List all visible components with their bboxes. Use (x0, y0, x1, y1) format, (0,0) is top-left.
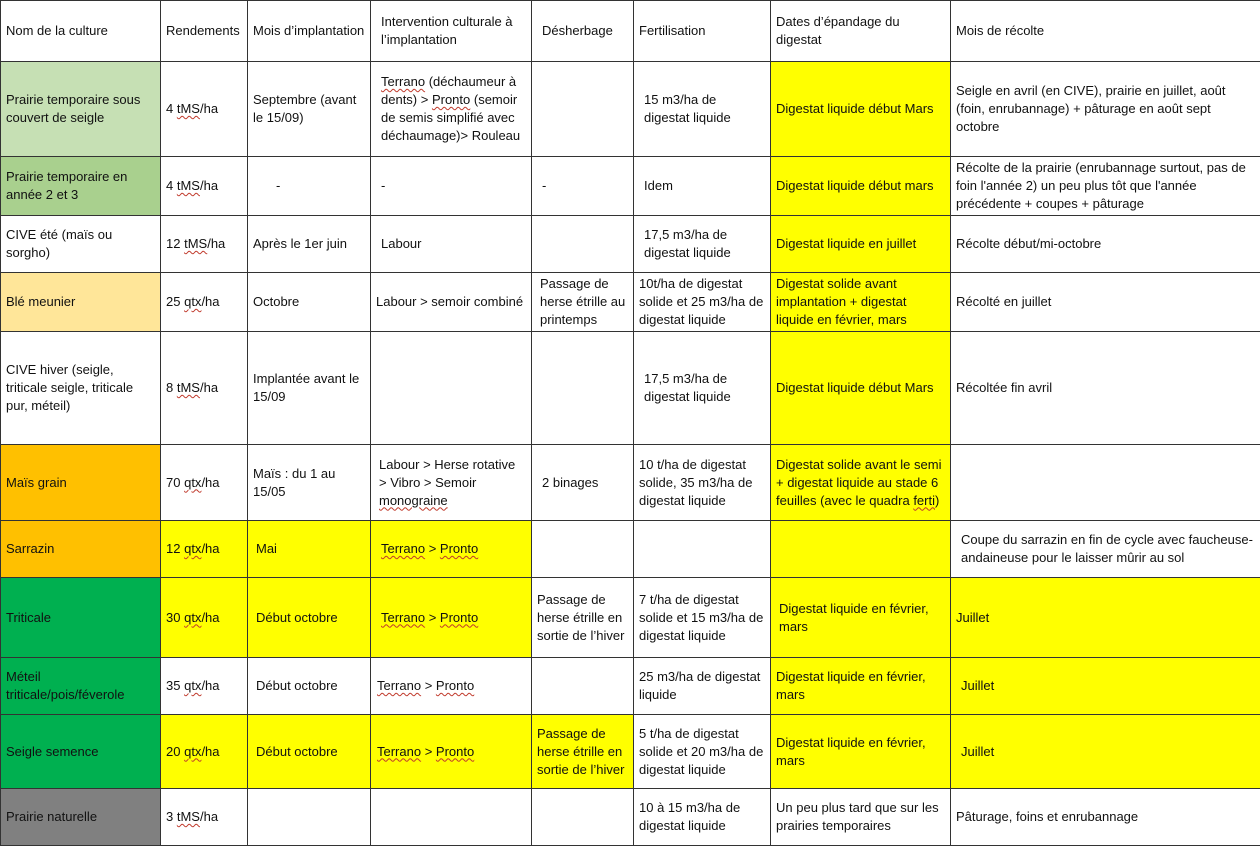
mois-cell: Maïs : du 1 au 15/05 (248, 445, 371, 521)
desherbage-cell (532, 658, 634, 715)
table-row (1, 445, 1260, 521)
culture-cell: Sarrazin (1, 521, 161, 578)
fertilisation-cell: 17,5 m3/ha de digestat liquide (634, 332, 771, 445)
intervention-cell: Terrano > Pronto (371, 715, 532, 789)
culture-cell: Méteil triticale/pois/féverole (1, 658, 161, 715)
intervention-cell (371, 332, 532, 445)
epandage-cell: Digestat liquide début Mars (771, 332, 951, 445)
mois-cell: Début octobre (248, 578, 371, 658)
desherbage-cell (532, 62, 634, 157)
header-mois: Mois d’implantation (248, 1, 371, 62)
intervention-cell (371, 789, 532, 846)
culture-cell: Seigle semence (1, 715, 161, 789)
intervention-cell: Labour (371, 216, 532, 273)
recolte-cell (951, 445, 1260, 521)
table-row (1, 578, 1260, 658)
table-row (1, 658, 1260, 715)
mois-cell: Début octobre (248, 658, 371, 715)
desherbage-cell: Passage de herse étrille en sortie de l’hiver (532, 715, 634, 789)
desherbage-cell: - (532, 157, 634, 216)
epandage-cell: Digestat liquide début mars (771, 157, 951, 216)
epandage-cell: Digestat liquide en février, mars (771, 578, 951, 658)
header-epandage: Dates d’épandage du digestat (771, 1, 951, 62)
desherbage-cell (532, 521, 634, 578)
header-desherbage: Désherbage (532, 1, 634, 62)
epandage-cell: Digestat solide avant le semi + digestat liquide au stade 6 feuilles (avec le quadra ferti) (771, 445, 951, 521)
header-rendements: Rendements (161, 1, 248, 62)
fertilisation-cell: 5 t/ha de digestat solide et 20 m3/ha de digestat liquide (634, 715, 771, 789)
rendement-cell: 12 tMS/ha (161, 216, 248, 273)
rendement-cell: 70 qtx/ha (161, 445, 248, 521)
culture-cell: Prairie temporaire en année 2 et 3 (1, 157, 161, 216)
intervention-cell: Terrano (déchaumeur à dents) > Pronto (semoir de semis simplifié avec déchaumage)> Rouleau (371, 62, 532, 157)
epandage-cell: Digestat liquide début Mars (771, 62, 951, 157)
mois-cell: Mai (248, 521, 371, 578)
intervention-cell: Terrano > Pronto (371, 521, 532, 578)
epandage-cell: Un peu plus tard que sur les prairies temporaires (771, 789, 951, 846)
mois-cell: Implantée avant le 15/09 (248, 332, 371, 445)
recolte-cell: Seigle en avril (en CIVE), prairie en juillet, août (foin, enrubannage) + pâturage en août sept octobre (951, 62, 1260, 157)
culture-cell: Maïs grain (1, 445, 161, 521)
header-culture: Nom de la culture (1, 1, 161, 62)
fertilisation-cell: 10 t/ha de digestat solide, 35 m3/ha de digestat liquide (634, 445, 771, 521)
desherbage-cell (532, 216, 634, 273)
recolte-cell: Pâturage, foins et enrubannage (951, 789, 1260, 846)
table-row (1, 157, 1260, 216)
mois-cell: Après le 1er juin (248, 216, 371, 273)
rendement-cell: 30 qtx/ha (161, 578, 248, 658)
fertilisation-cell: Idem (634, 157, 771, 216)
table-row (1, 216, 1260, 273)
fertilisation-cell: 10 à 15 m3/ha de digestat liquide (634, 789, 771, 846)
mois-cell: - (248, 157, 371, 216)
table-row (1, 62, 1260, 157)
desherbage-cell (532, 332, 634, 445)
intervention-cell: Terrano > Pronto (371, 658, 532, 715)
culture-cell: Prairie temporaire sous couvert de seigle (1, 62, 161, 157)
epandage-cell: Digestat liquide en février, mars (771, 658, 951, 715)
rendement-cell: 12 qtx/ha (161, 521, 248, 578)
fertilisation-cell: 15 m3/ha de digestat liquide (634, 62, 771, 157)
rendement-cell: 4 tMS/ha (161, 157, 248, 216)
recolte-cell: Juillet (951, 715, 1260, 789)
intervention-cell: Labour > semoir combiné (371, 273, 532, 332)
rendement-cell: 4 tMS/ha (161, 62, 248, 157)
table-row (1, 789, 1260, 846)
header-recolte: Mois de récolte (951, 1, 1260, 62)
table-row (1, 521, 1260, 578)
recolte-cell: Récolte de la prairie (enrubannage surtout, pas de foin l'année 2) un peu plus tôt que l'année précédente + coupes + pâturage (951, 157, 1260, 216)
intervention-cell: Labour > Herse rotative > Vibro > Semoir monograine (371, 445, 532, 521)
desherbage-cell: 2 binages (532, 445, 634, 521)
fertilisation-cell: 7 t/ha de digestat solide et 15 m3/ha de digestat liquide (634, 578, 771, 658)
recolte-cell: Récolte début/mi-octobre (951, 216, 1260, 273)
fertilisation-cell (634, 521, 771, 578)
table-row (1, 273, 1260, 332)
intervention-cell: Terrano > Pronto (371, 578, 532, 658)
desherbage-cell (532, 789, 634, 846)
epandage-cell (771, 521, 951, 578)
rendement-cell: 20 qtx/ha (161, 715, 248, 789)
mois-cell (248, 789, 371, 846)
epandage-cell: Digestat liquide en février, mars (771, 715, 951, 789)
fertilisation-cell: 25 m3/ha de digestat liquide (634, 658, 771, 715)
intervention-cell: - (371, 157, 532, 216)
desherbage-cell: Passage de herse étrille en sortie de l’hiver (532, 578, 634, 658)
fertilisation-cell: 17,5 m3/ha de digestat liquide (634, 216, 771, 273)
mois-cell: Septembre (avant le 15/09) (248, 62, 371, 157)
culture-cell: Prairie naturelle (1, 789, 161, 846)
table-row (1, 715, 1260, 789)
fertilisation-cell: 10t/ha de digestat solide et 25 m3/ha de digestat liquide (634, 273, 771, 332)
header-fertilisation: Fertilisation (634, 1, 771, 62)
culture-cell: CIVE été (maïs ou sorgho) (1, 216, 161, 273)
rendement-cell: 35 qtx/ha (161, 658, 248, 715)
culture-cell: Triticale (1, 578, 161, 658)
mois-cell: Début octobre (248, 715, 371, 789)
recolte-cell: Récolté en juillet (951, 273, 1260, 332)
culture-cell: Blé meunier (1, 273, 161, 332)
rendement-cell: 25 qtx/ha (161, 273, 248, 332)
recolte-cell: Juillet (951, 658, 1260, 715)
mois-cell: Octobre (248, 273, 371, 332)
header-row (1, 1, 1260, 62)
epandage-cell: Digestat solide avant implantation + digestat liquide en février, mars (771, 273, 951, 332)
desherbage-cell: Passage de herse étrille au printemps (532, 273, 634, 332)
header-intervention: Intervention culturale à l’implantation (371, 1, 532, 62)
recolte-cell: Juillet (951, 578, 1260, 658)
culture-cell: CIVE hiver (seigle, triticale seigle, triticale pur, méteil) (1, 332, 161, 445)
recolte-cell: Coupe du sarrazin en fin de cycle avec faucheuse-andaineuse pour le laisser mûrir au sol (951, 521, 1260, 578)
rendement-cell: 3 tMS/ha (161, 789, 248, 846)
table-row (1, 332, 1260, 445)
rendement-cell: 8 tMS/ha (161, 332, 248, 445)
epandage-cell: Digestat liquide en juillet (771, 216, 951, 273)
recolte-cell: Récoltée fin avril (951, 332, 1260, 445)
